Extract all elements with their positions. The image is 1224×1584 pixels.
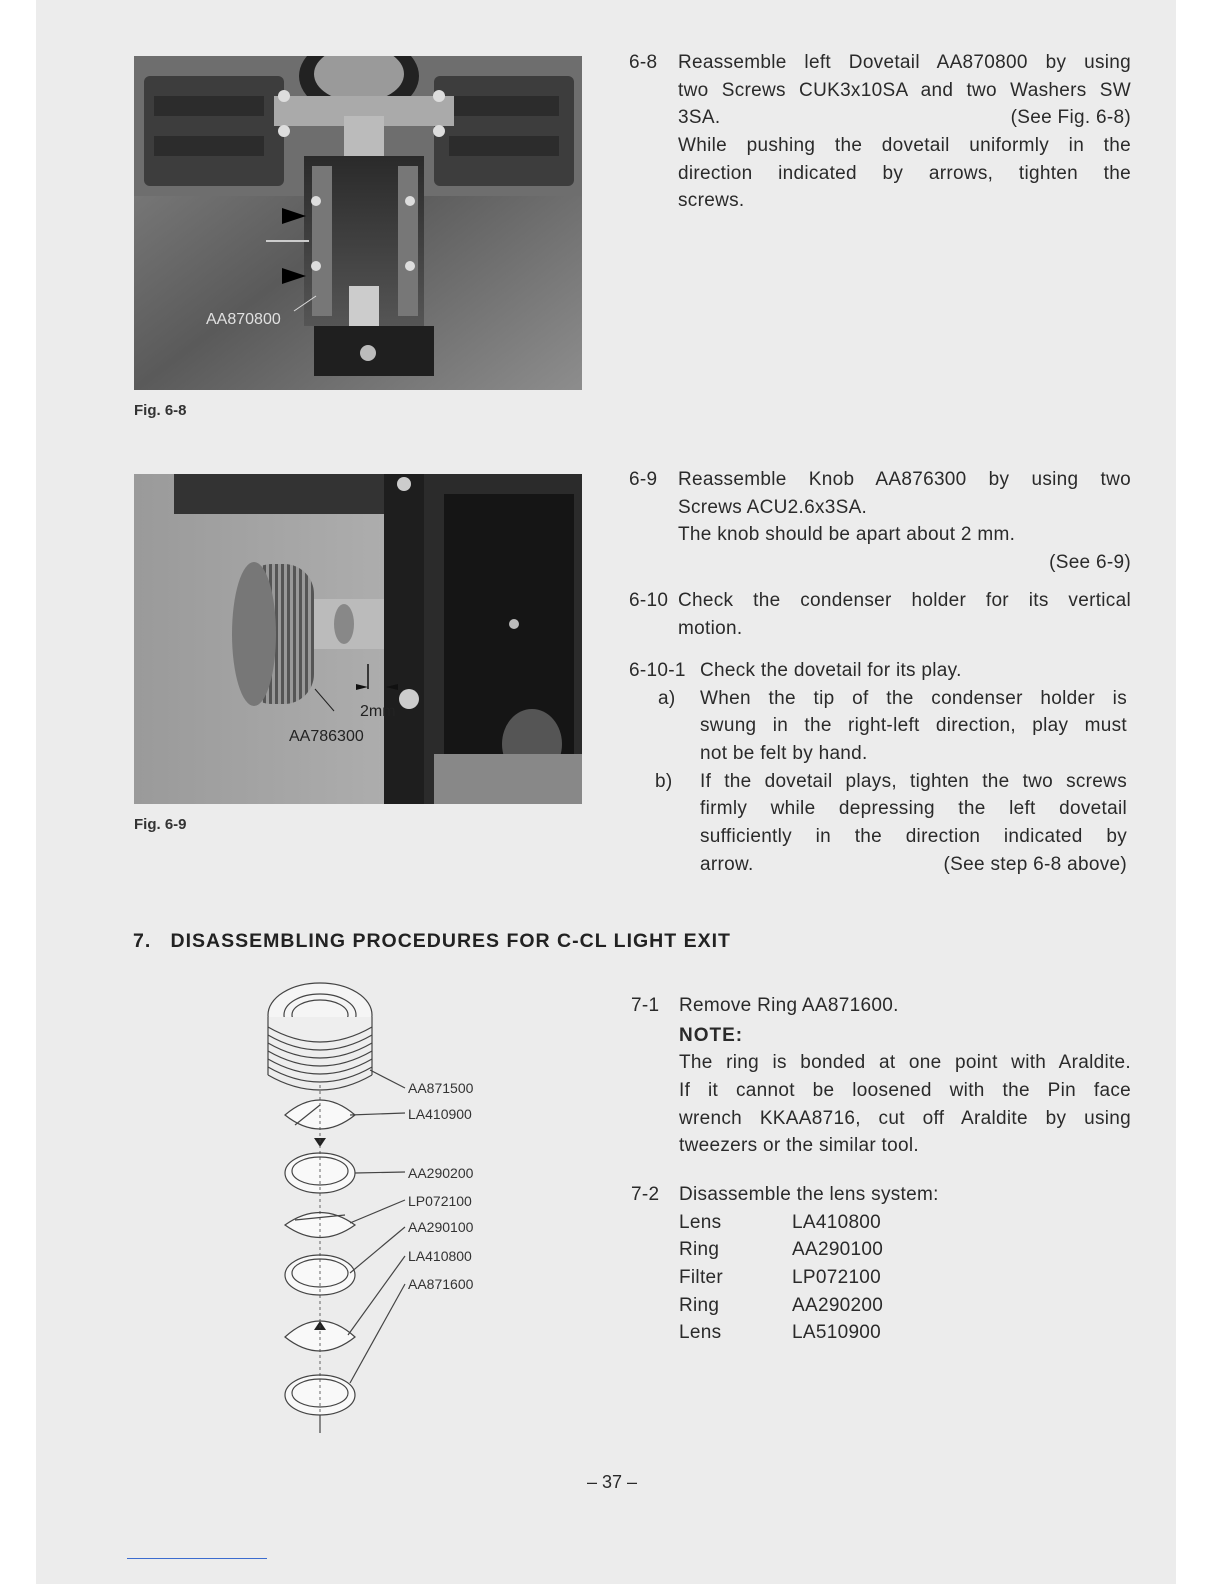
step-line: screws. [678,190,745,212]
parts-row: Ring AA290100 [679,1239,884,1261]
step-reference: (See step 6-8 above) [943,853,1127,875]
step-7-1 [631,992,1131,1162]
figure-6-9-caption: Fig. 6-9 [134,816,187,833]
step-line: 3SA. (See Fig. 6-8) [678,104,1131,132]
diagram-label: AA871600 [408,1276,474,1292]
step-line: direction indicated by arrows, tighten the [678,162,1131,184]
step-line: While pushing the dovetail uniformly in the [678,135,1131,157]
step-number: 6-9 [629,469,658,490]
note-line: tweezers or the similar tool. [679,1135,919,1157]
step-line: Reassemble Knob AA876300 by using two [678,469,1131,490]
footer-link-underline [127,1558,267,1559]
parts-row: Ring AA290200 [679,1294,884,1316]
fig69-dimension-label: 2mm [360,703,396,720]
diagram-label: LP072100 [408,1193,472,1209]
figure-reference: (See Fig. 6-8) [1010,107,1131,129]
step-number: 7-1 [631,995,660,1016]
section-heading: 7. DISASSEMBLING PROCEDURES FOR C-CL LIGHT EXIT [133,930,731,952]
step-title: Remove Ring AA871600. [679,995,899,1016]
step-line: Screws ACU2.6x3SA. [678,496,868,518]
page-number: – 37 – [586,1472,638,1492]
step-number: 7-2 [631,1184,660,1205]
step-line [678,549,1131,577]
step-line: arrow. (See step 6-8 above) [700,851,1127,879]
step-line: Reassemble left Dovetail AA870800 by using [678,52,1131,73]
step-line: If the dovetail plays, tighten the two screws [700,770,1127,792]
step-line: two Screws CUK3x10SA and two Washers SW [678,79,1131,101]
note-line: The ring is bonded at one point with Araldite. [679,1052,1131,1074]
figure-reference: (See 6-9) [1049,552,1131,574]
parts-row: Lens LA510900 [679,1322,882,1344]
step-line: motion. [678,617,743,639]
figure-6-8-photo [134,56,582,390]
note-line: If it cannot be loosened with the Pin face [679,1080,1131,1102]
note-label: NOTE: [679,1024,744,1046]
fig69-part-label: AA786300 [289,728,364,745]
step-number: 6-10-1 [629,660,686,681]
diagram-label: AA871500 [408,1080,474,1096]
note-line: wrench KKAA8716, cut off Araldite by using [679,1107,1131,1129]
step-number: 6-8 [629,52,658,73]
step-title: Disassemble the lens system: [679,1184,939,1205]
diagram-label: LA410800 [408,1248,472,1264]
step-title: Check the dovetail for its play. [700,660,962,681]
lens-exploded-diagram [250,975,510,1440]
step-line: swung in the right-left direction, play must [700,715,1127,737]
knob-photo [134,474,582,804]
diagram-label: AA290100 [408,1219,474,1235]
step-number: 6-10 [629,590,669,611]
diagram-label: LA410900 [408,1106,472,1122]
step-6-10 [629,587,1131,643]
parts-row: Filter LP072100 [679,1267,882,1289]
step-line: The knob should be apart about 2 mm. [678,524,1016,546]
step-line: Check the condenser holder for its vertical [678,590,1131,611]
step-6-10-1 [629,657,1131,881]
fig68-part-label: AA870800 [206,311,281,328]
step-line: When the tip of the condenser holder is [700,687,1127,709]
parts-row: Lens LA410800 [679,1211,882,1233]
step-7-2 [631,1181,1131,1351]
sub-item-marker: b) [655,770,673,792]
step-line: sufficiently in the direction indicated by [700,826,1127,848]
figure-6-9-photo [134,474,582,804]
figure-6-8-caption: Fig. 6-8 [134,402,187,419]
diagram-label: AA290200 [408,1165,474,1181]
step-6-8 [629,49,1131,215]
microscope-dovetail-photo [134,56,582,390]
sub-item-marker: a) [658,687,676,709]
step-6-9 [629,466,1131,578]
step-line: firmly while depressing the left dovetail [700,798,1127,820]
step-line: not be felt by hand. [700,743,868,765]
